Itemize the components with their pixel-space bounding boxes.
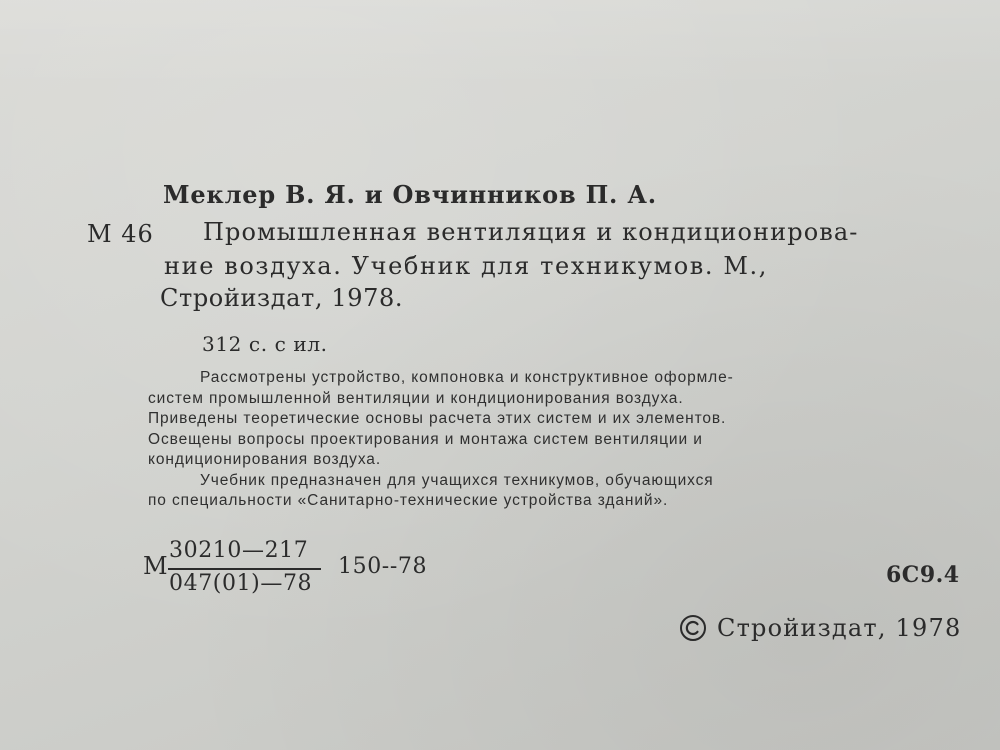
annotation-line: Рассмотрены устройство, компоновка и конструктивное оформле-: [200, 369, 734, 386]
annotation: [148, 368, 958, 512]
classification-letter: М: [143, 552, 168, 580]
classification-numerator: 30210—217: [169, 538, 309, 563]
annotation-line: кондиционирования воздуха.: [148, 451, 382, 468]
authors: Меклер В. Я. и Овчинников П. А.: [163, 180, 657, 209]
classification-code: 150--78: [338, 554, 428, 579]
annotation-line: Приведены теоретические основы расчета этих систем и их элементов.: [148, 410, 727, 427]
title-line: Стройиздат, 1978.: [160, 284, 404, 312]
copyright-text: Стройиздат, 1978: [717, 614, 962, 642]
classification-denominator: 047(01)—78: [169, 571, 313, 596]
page-count: 312 с. с ил.: [202, 332, 328, 356]
copyright-notice: [679, 614, 961, 642]
fraction-bar: [168, 568, 321, 570]
catalog-index: М 46: [87, 220, 154, 248]
copyright-icon: [679, 614, 707, 642]
annotation-line: Освещены вопросы проектирования и монтажа систем вентиляции и: [148, 430, 703, 448]
annotation-line: по специальности «Санитарно-технические устройства зданий».: [148, 492, 669, 509]
classification-block: [143, 538, 443, 598]
page-highlight: [0, 0, 1000, 90]
annotation-line: Учебник предназначен для учащихся техникумов, обучающихся: [200, 471, 714, 489]
udk-code: 6С9.4: [886, 562, 960, 588]
annotation-line: систем промышленной вентиляции и кондиционирования воздуха.: [148, 389, 684, 407]
title-line: ние воздуха. Учебник для техникумов. М.,: [164, 252, 768, 280]
title-line: Промышленная вентиляция и кондиционирова-: [203, 218, 859, 246]
